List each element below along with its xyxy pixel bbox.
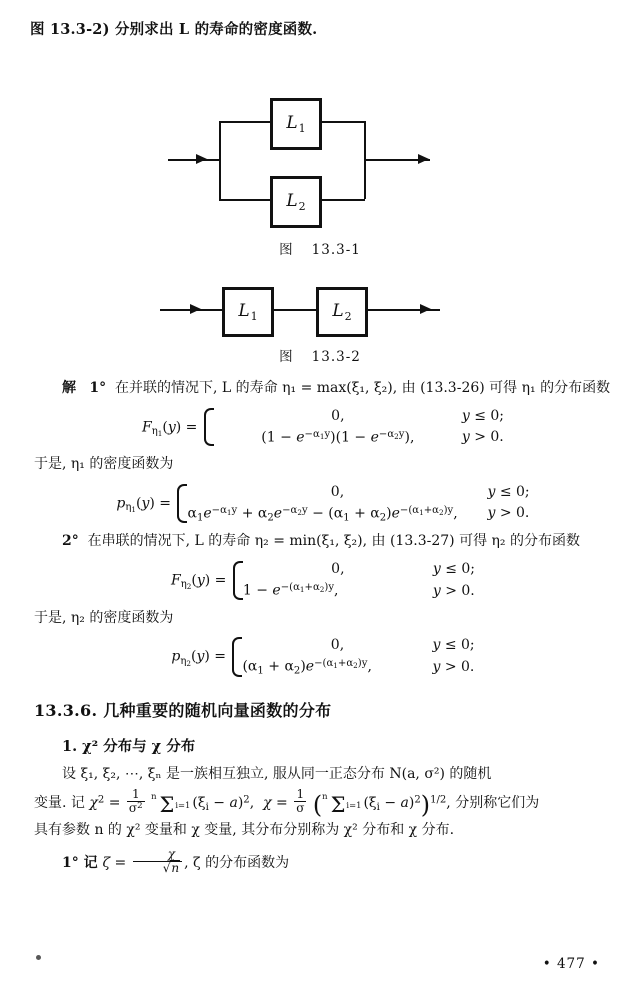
fig2-wire-mid [268,309,318,311]
fig1-wire-in [168,159,220,161]
fig2-box-L1 [222,287,274,337]
paragraph-last-pre: 1° 记 [62,854,103,871]
formula-p-eta1-cases: 0, y ≤ 0; $\alpha_1e^{-\alpha_1y} + \alpha_2e^{-\alpha_2y} - (\alpha_1 + \alpha_2)e^{-(\alpha_1+\alpha_2)y}$, y > 0. [175,482,529,525]
case-2-marker: 2° [62,533,79,550]
fig1-arrow-in [196,154,207,164]
paragraph-setup-1: 设 ξ₁, ξ₂, ⋯, ξₙ 是一族相互独立, 服从同一正态分布 N(a, σ²) 的随机 [62,765,492,782]
paragraph-setup-2-pre: 变量. 记 [34,794,90,811]
fig1-arrow-out [418,154,429,164]
page-top-line: 图 13.3-2) 分别求出 L 的寿命的密度函数. [30,21,318,38]
figure-13-3-1 [0,90,640,258]
fig1-left-bus [219,121,221,199]
paragraph-last-post: , ζ 的分布函数为 [184,854,290,871]
fig2-box-L1-label: $L_1$ [238,301,258,323]
formula-F-eta2-cases: 0, y ≤ 0; $1 - e^{-(\alpha_1+\alpha_2)y}$, y > 0. [231,559,475,602]
line-after-formula-1: 于是, η₁ 的密度函数为 [34,456,174,473]
paragraph-last: 1° 记 ζ = $\frac{\chi}{√n}$ , ζ 的分布函数为 [62,846,290,876]
fig2-arrow-in [190,304,201,314]
case-1-text: 在并联的情况下, L 的寿命 η₁ = max(ξ₁, ξ₂), 由 (13.3-26) 可得 η₁ 的分布函数 [115,380,611,396]
formula-p-eta2-cases: 0, y ≤ 0; $(\alpha_1 + \alpha_2)e^{-(\alpha_1+\alpha_2)y}$, y > 0. [230,635,474,678]
fig2-arrow-out [420,304,431,314]
formula-F-eta2: $F_{\eta_2}(y)$ = 0, y ≤ 0; $1 - e^{-(\alpha_1+\alpha_2)y}$, y > 0. [34,559,612,602]
fig2-caption [0,345,640,365]
solution-label: 解 [62,380,76,396]
fig1-caption-num: 13.3-1 [311,242,361,258]
case-2-text: 在串联的情况下, L 的寿命 η₂ = min(ξ₁, ξ₂), 由 (13.3-27) 可得 η₂ 的分布函数 [87,533,580,550]
page-number: • 477 • [542,956,600,972]
paragraph-case-1 [34,378,612,400]
paragraph-setup-3: 具有参数 n 的 χ² 变量和 χ 变量, 其分布分别称为 χ² 分布和 χ 分布. [34,822,455,839]
formula-F-eta1-cases: 0, y ≤ 0; $(1 - e^{-\alpha_1y})(1 - e^{-\alpha_2y})$, y > 0. [202,406,504,449]
paragraph-case-2 [34,531,612,553]
figure-13-3-2 [0,285,640,365]
formula-F-eta1: $F_{\eta_1}(y)$ = 0, y ≤ 0; $(1 - e^{-\alpha_1y})(1 - e^{-\alpha_2y})$, y > 0. [34,406,612,449]
subsection-heading: 1. χ² 分布与 χ 分布 [62,737,196,755]
section-heading: 13.3.6. 几种重要的随机向量函数的分布 [34,700,332,720]
fig1-box-L2-label: $L_2$ [286,191,306,213]
fig1-box-L2 [270,176,322,228]
fig2-box-L2 [316,287,368,337]
formula-p-eta2: $p_{\eta_2}(y)$ = 0, y ≤ 0; $(\alpha_1 + \alpha_2)e^{-(\alpha_1+\alpha_2)y}$, y > 0. [34,635,612,678]
fig2-caption-cn: 图 [279,349,294,365]
body-text [34,378,612,880]
fig1-box-L1-label: $L_1$ [286,113,306,135]
fig1-caption [0,238,640,258]
fig2-box-L2-label: $L_2$ [332,301,352,323]
paragraph-setup-2-post: , 分别称它们为 [446,794,540,811]
case-1-marker: 1° [89,380,107,396]
page-speck [36,955,41,960]
fig2-caption-num: 13.3-2 [311,349,361,365]
fig1-box-L1 [270,98,322,150]
fig1-caption-cn: 图 [279,242,294,258]
formula-p-eta1: $p_{\eta_1}(y)$ = 0, y ≤ 0; $\alpha_1e^{-\alpha_1y} + \alpha_2e^{-\alpha_2y} - (\alpha_1 + \alpha_2)e^{-(\alpha_1+\alpha_2)y}$, y > 0. [34,482,612,525]
paragraph-setup-2: 变量. 记 $\chi^2$ = $\frac{1}{\sigma^2}$ n Σi=1 $(\xi_i - a)^2$, χ = $\frac{1}{\sigma}$ (n Σi=1 $(\xi_i - a)^2)^{1/2}$, 分别称它们为 [34,786,540,820]
line-after-formula-3: 于是, η₂ 的密度函数为 [34,609,174,626]
